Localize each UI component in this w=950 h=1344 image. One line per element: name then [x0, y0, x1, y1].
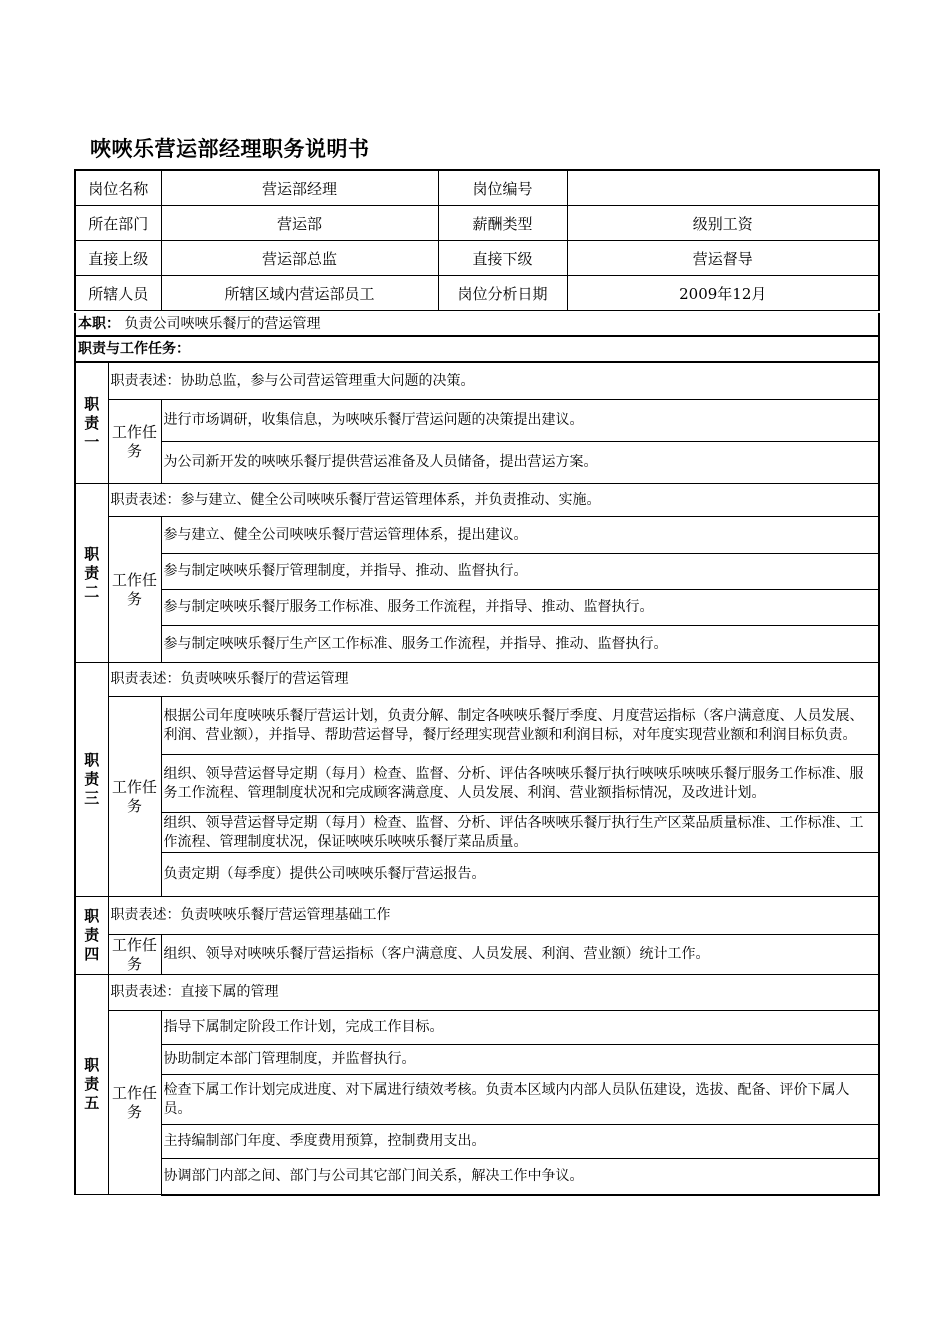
value-position-code	[567, 170, 879, 206]
duty-row	[75, 663, 879, 697]
duty-description: 职责表述：负责唊唊乐餐厅营运管理基础工作	[108, 897, 879, 935]
task-label: 工作任务	[108, 697, 161, 897]
task-item: 参与制定唊唊乐餐厅服务工作标准、服务工作流程，并指导、推动、监督执行。	[161, 590, 879, 626]
task-item: 参与建立、健全公司唊唊乐餐厅营运管理体系，提出建议。	[161, 517, 879, 554]
label-position-name: 岗位名称	[75, 170, 161, 206]
duty-name: 职 责 四	[75, 897, 108, 975]
core-duty-row	[74, 313, 880, 337]
task-item: 参与制定唊唊乐餐厅生产区工作标准、服务工作流程，并指导、推动、监督执行。	[161, 626, 879, 663]
duty-description: 职责表述：负责唊唊乐餐厅的营运管理	[108, 663, 879, 697]
task-row	[75, 935, 879, 975]
task-row	[75, 626, 879, 663]
task-item: 组织、领导营运督导定期（每月）检查、监督、分析、评估各唊唊乐餐厅执行唊唊乐唊唊乐餐厅服务工作标准、服务工作流程、管理制度状况和完成顾客满意度、人员发展、利润、营业额指标情况，及改进计划。	[161, 755, 879, 813]
duty-name: 职 责 三	[75, 663, 108, 897]
duty-name: 职 责 一	[75, 363, 108, 484]
info-row	[75, 241, 879, 276]
task-item: 组织、领导营运督导定期（每月）检查、监督、分析、评估各唊唊乐餐厅执行生产区菜品质量标准、工作标准、工作流程、管理制度状况，保证唊唊乐唊唊乐餐厅菜品质量。	[161, 813, 879, 853]
info-row	[75, 170, 879, 206]
duties-table	[74, 362, 880, 1196]
duty-row	[75, 484, 879, 517]
label-staff: 所辖人员	[75, 276, 161, 311]
position-info-table	[74, 169, 880, 311]
info-row	[75, 206, 879, 241]
duty-description: 职责表述：协助总监，参与公司营运管理重大问题的决策。	[108, 363, 879, 400]
task-row	[75, 554, 879, 590]
label-salary-type: 薪酬类型	[438, 206, 567, 241]
duty-row	[75, 363, 879, 400]
value-department: 营运部	[161, 206, 438, 241]
duty-name: 职 责 五	[75, 975, 108, 1195]
task-row	[75, 517, 879, 554]
label-analysis-date: 岗位分析日期	[438, 276, 567, 311]
task-row	[75, 1159, 879, 1195]
task-item: 负责定期（每季度）提供公司唊唊乐餐厅营运报告。	[161, 853, 879, 897]
task-item: 协助制定本部门管理制度，并监督执行。	[161, 1045, 879, 1075]
task-row	[75, 1125, 879, 1159]
task-item: 检查下属工作计划完成进度、对下属进行绩效考核。负责本区域内内部人员队伍建设，选拔、配备、评价下属人员。	[161, 1075, 879, 1125]
duties-header-row	[74, 337, 880, 363]
value-salary-type: 级别工资	[567, 206, 879, 241]
task-item: 参与制定唊唊乐餐厅管理制度，并指导、推动、监督执行。	[161, 554, 879, 590]
task-item: 指导下属制定阶段工作计划，完成工作目标。	[161, 1011, 879, 1045]
duty-description: 职责表述：参与建立、健全公司唊唊乐餐厅营运管理体系，并负责推动、实施。	[108, 484, 879, 517]
task-label: 工作任务	[108, 400, 161, 484]
duties-header: 职责与工作任务：	[78, 341, 190, 357]
value-superior: 营运部总监	[161, 241, 438, 276]
task-label: 工作任务	[108, 935, 161, 975]
task-row	[75, 590, 879, 626]
duty-row	[75, 897, 879, 935]
task-row	[75, 1045, 879, 1075]
task-row	[75, 697, 879, 755]
duty-row	[75, 975, 879, 1011]
label-position-code: 岗位编号	[438, 170, 567, 206]
task-row	[75, 813, 879, 853]
task-label: 工作任务	[108, 1011, 161, 1195]
value-position-name: 营运部经理	[161, 170, 438, 206]
value-staff: 所辖区域内营运部员工	[161, 276, 438, 311]
task-item: 根据公司年度唊唊乐餐厅营运计划，负责分解、制定各唊唊乐餐厅季度、月度营运指标（客户满意度、人员发展、利润、营业额），并指导、帮助营运督导，餐厅经理实现营业额和利润目标，对年度实现营业额和利润目标负责。	[161, 697, 879, 755]
task-item: 为公司新开发的唊唊乐餐厅提供营运准备及人员储备，提出营运方案。	[161, 442, 879, 484]
task-row	[75, 1011, 879, 1045]
label-department: 所在部门	[75, 206, 161, 241]
label-subordinate: 直接下级	[438, 241, 567, 276]
task-item: 协调部门内部之间、部门与公司其它部门间关系，解决工作中争议。	[161, 1159, 879, 1195]
task-row	[75, 755, 879, 813]
task-row	[75, 400, 879, 442]
value-analysis-date: 2009年12月	[567, 276, 879, 311]
duty-description: 职责表述：直接下属的管理	[108, 975, 879, 1011]
task-row	[75, 853, 879, 897]
label-superior: 直接上级	[75, 241, 161, 276]
task-item: 主持编制部门年度、季度费用预算，控制费用支出。	[161, 1125, 879, 1159]
core-duty-text: 负责公司唊唊乐餐厅的营运管理	[124, 316, 321, 332]
info-row	[75, 276, 879, 311]
task-item: 组织、领导对唊唊乐餐厅营运指标（客户满意度、人员发展、利润、营业额）统计工作。	[161, 935, 879, 975]
document-title: 唊唊乐营运部经理职务说明书	[90, 137, 370, 161]
task-item: 进行市场调研，收集信息，为唊唊乐餐厅营运问题的决策提出建议。	[161, 400, 879, 442]
task-row	[75, 1075, 879, 1125]
value-subordinate: 营运督导	[567, 241, 879, 276]
task-label: 工作任务	[108, 517, 161, 663]
task-row	[75, 442, 879, 484]
duty-name: 职 责 二	[75, 484, 108, 663]
core-duty-label: 本职：	[78, 316, 120, 332]
